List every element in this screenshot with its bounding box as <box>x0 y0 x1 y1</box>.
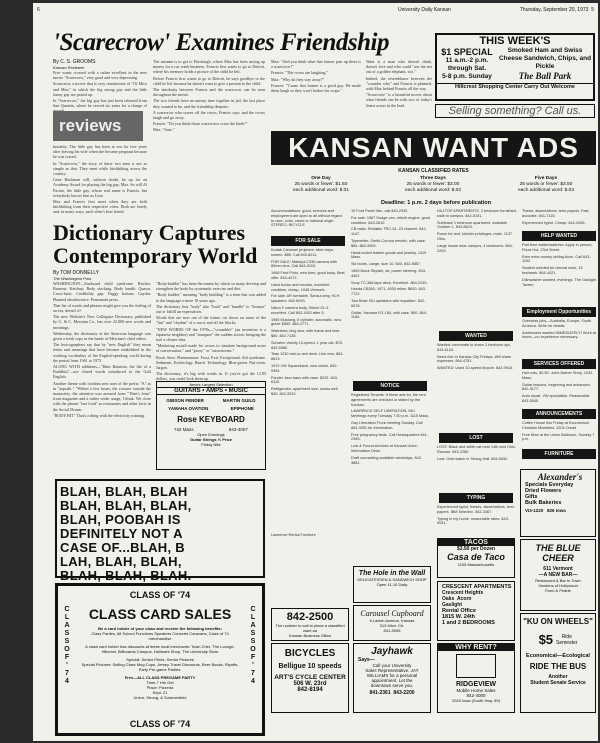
services-header: SERVICES OFFERED <box>522 359 596 369</box>
selling-something-banner: Selling something? Call us. <box>435 104 595 118</box>
classified-rates: KANSAN CLASSIFIED RATES One Day 25 words or fewer: $1.50 each additional word: $.01 Three Days 25 words or fewer: $3.00 each additional word: $.02 Five Days 25 words or fewer: $3.50 each additional word: $.03 Deadline: 1 p.m. 2 days before publication <box>292 168 574 206</box>
notice-ads: Registered Tenants: If these ads for, the rent agreements are checked or stated by the Kansan. LAWRENCE SELF LIBERATION, INC. Meetings every Tuesday 7:30 p.m. 1115 Mass. Gay Liberation Front meeting Sunday. Call 864-3091 for information. Free pregnancy tests. Call Headquarters 841-2345. Lost & Found services at Kansas Union Information Desk. Draft counseling available weekdays, 842-3881. <box>351 393 430 465</box>
kansan-want-ads-banner: KANSAN WANT ADS <box>271 131 596 165</box>
for-sale-ads-col2: 10 Ford Panel Van, call 843-2930. For sale: 1967 Dodge van, rebuilt engine, good condition. 843-2810. CB radio, Realistic TRC-24, 23 channel. 842-1147. Typewriter, Smith-Corona electric, with case. $65. 864-3309. Hand-tooled leather goods and jewelry, 1019 Mass. Ski boots, Lange, size 10. $40. 842-8857. 1969 Buick Skylark, air, power steering. 843-4401. Sony TC-366 tape deck. Excellent. 864-2245. Honda CB350, 1971, 4000 miles. $600. 843-7722. Two Bose 901 speakers with equalizer. 842-6678. Guitar, Yamaha FG-180, with case. $90. 864-1184. <box>351 209 431 320</box>
issue-date: Thursday, September 20, 1973 5 <box>519 7 594 13</box>
alexanders-ad: Alexander's Specials Everyday Dried Flowers Gifts Bulk Bakeries VI3-1220 826 Iowa <box>520 469 596 537</box>
scarecrow-headline: 'Scarecrow' Examines Friendship <box>53 29 389 56</box>
wanted-ads: Wanted: roommate to share 2-bedroom apt. 843-6124. Need ride to Kansas City Fridays. Will share expenses. 864-4751. WANTED: Used 10-speed bicycle. 842-9918. <box>437 343 514 371</box>
story1-col4: Want is a man who doesn't think, doesn't love and who could "use the sea out of a golden elephant, too." Indeed, the resemblance between the "crusader who" and Francis is planned, with Max behind Francis all the way. "Scarecrow" is a beautiful movie about what friends can be with two of today's finest actors in the lead. <box>366 59 432 108</box>
services-ads: Hair cuts, $2.50. Joe's Barber Shop, 1033 Mass. Guitar lessons, beginning and advanced. 842-3177. Auto repair, VW specialists. Reasonable. 843-5540. <box>522 371 593 403</box>
arts-cycle-center-ad: BICYCLES Belligue 10 speeds ART'S CYCLE CENTER 506 W. 23rd 842-8194 <box>271 643 349 713</box>
furniture-header: FURNITURE <box>522 449 596 459</box>
this-weeks-special-ad: THIS WEEK'S $1 SPECIAL 11 a.m.-2 p.m. through Sat. 5-8 p.m. Sunday Smoked Ham and Swiss Cheese Sandwich, Chips, and Pickle The Ball Park Hillcrest Shopping Center Carry Out Welcome <box>435 33 595 101</box>
ku-on-wheels-ad: "KU ON WHEELS" $5 Ride Semester Economical—Ecological RIDE THE BUS Another Student Senate Service <box>520 613 596 713</box>
blue-cheer-ad: THE BLUE CHEER 611 Vermont —A NEW BAR— Restaurant & Bar In Town Gardens of Hollywood Farm & Prairie <box>520 539 596 611</box>
story1-col1-top: Free wants crossed with a rather excellent in the new movie "Scarecrow," very good and very depressing. Scarecrow, a movie that is very reminiscent of "Of Mice and Men," in which the big strong guy and the little funny guy are paired up. In "Scarecrow," the big guy has just been released from San Quentin, where he served six years for a charge of <box>53 70 147 109</box>
story2-col2: "Body-builder" has been the means by which so many develop and strengthen the body by systematic exercise and diet. "Body builder," meaning "body building" is a term that was added to the language a mere 10 years ago. The dictionary lists "body" also "built" and "bundle" to "bounce" out or fulfill an expectation. Words that are now out of the frame, cut down on some of the "fun" and "rhythm" of a word, and all the blocks. "NEW WORDS OF the 1970s—"scrambler" (an invention is a Japanese neighbor) and "marquee" the sudden action, bringing the tool a clearer idea. "Marketing mouth made for actors to simulate background noise of conversation," and "proxy" or "snowstorms." Book. Save. Phenomenon. Frost, Exit. Exceptional. Aid syndrome. Sediment. Exobiology. Beach. Technology. Blue-green. Nut-toxin. Jargon. The dictionary, it's big with words in. If you've got the 12.95 dollars, you could look them up. <box>156 281 266 382</box>
story1-byline: By C. S. GROOMS Kansan Reviewer <box>53 59 96 70</box>
crescent-apartments-ad: CRESCENT APARTMENTS Crescent Heights Oaks Acorn Gaslight Rental Office 1815 W. 24th 1 and 2 BEDROOMS <box>437 581 515 641</box>
story2-col1: WASHINGTON—Starboard child syndrome. Bircher. Burnout. Ketchup. Body stocking. Body bandit. Quasar, Cross-hairs. Credibility gap. Fuggy bottom. Gaydar. Planned obsolescence. Permanent press. That list of words and phrases might give you the feeling of an era, doesn't it? The new Webster's New Collegiate Dictionary, published by G. & C. Merriam Co., has over 22,000 new words and meanings. Wednesday, the dictionary of the American language was given a fresh copy in the hands of Merriam's chief editor. The lexicographers say that by "new English" they mean terms and meanings that have become established in the working vocabulary of the English-speaking world during the period from 1961 to 1973. ALONG WITH additions—"Ham Rotation, the life of a Buddhist"—are closed words introduced to the Gulf English. Another theme with foodism new uses of the prefix "A" as in "aiqualit." "Within a few hours, the coroner outside the monastery, the attention was aroused from "Then's from" from magazine and a rather wider usage, I think. We close with the phrase "fast food" as restaurants and other facts in the Social Dream. "BODY BIT" That's a thing with the electricity training. <box>53 281 151 418</box>
carousel-cupboard-ad: Carousel Cupboard 6 Lavish Avenue, Kansas 313 Mich. Ctr. 841-3095 <box>353 605 431 641</box>
notice-header: NOTICE <box>353 381 427 391</box>
page-header <box>33 7 598 17</box>
story1-col1-bottom: brutality. The little guy has been at sea for five years after leaving his wife when she became pregnant because he was scared. In "Scarecrow," the story of these two men is not as simple as that. They meet while hitchhiking across the country. Gene Hackman will, without doubt, be up for an Academy Award for playing the big guy, Max. So will Al Pacino, the little guy, whose real name is Francis, but everybody knows him as Lion. Max and Francis first meet when they are both hitchhiking from their respective cities. Both are lonely and, in many ways, each other's best friend. <box>53 144 147 215</box>
help-wanted-ads: Part time waiter/waitress. Apply in person, Pizza Hut, 23rd Street. Earn extra money selling Avon. Call 843-1192. Student needed for clerical work, 15 hrs/week. 864-4421. Dishwasher wanted, evenings. The Gaslight Tavern. <box>522 243 597 287</box>
classified-phone-ad: 842-2500 The number to call to place a classified want ad Kansan Business Office <box>271 608 349 641</box>
wanted-header: WANTED <box>439 331 513 341</box>
for-rent-ads: HILLTOP APARTMENTS. 2 bedroom furnished, walk to campus. 842-5151. Sublease 1 bedroom apartment, available October 1. 843-8823. Room for rent, kitchen privileges, male. 1137 Ohio. Large house near campus, 4 bedrooms. 864-2209. <box>437 209 517 253</box>
for-sale-header: FOR SALE <box>271 236 345 246</box>
page-number: 6 <box>37 7 40 13</box>
typing-ads: Experienced typist, theses, dissertations, term papers. IBM Selectric. 842-3367. Typing in my home, reasonable rates. 843-9041. <box>437 505 515 526</box>
mobile-home-illustration <box>456 654 496 678</box>
for-sale-ads: Kodak Carousel projector, slide trays, screen. $85. Call 843-8211. FOR SALE: Mamiya C330 camera with 80mm lens. Call 864-3115. 1968 Ford Pinto, new tires, good body. Best offer. 843-4472. Used books and records, excellent condition, cheap. 1045 Vermont. For sale: AR turntable, Sansui amp, KLH speakers. 842-6093. Nikon F camera body, 50mm f/1.4, excellent. Call 843-1952 after 5. 1965 Mustang, 6 cylinder, automatic, runs great. $550. 864-2771. Waterbed, king size, with frame and liner. $60. 842-7138. Schwinn Varsity 10-speed, 1 year old. $75. 843-5580. Teac 1230 reel-to-reel deck. Like new. 864-8813. 1970 VW Squareback, new clutch. 842-0954. Fender Jazz bass with case. $225. 843-6110. Refrigerator, apartment size, works well. $40. 842-3319. <box>271 248 345 396</box>
help-wanted-header: HELP WANTED <box>522 231 596 241</box>
announcements-ads: Coffee House this Friday at Ecumenical Christian Ministries, 1204 Oread. Free films at the Union Ballroom, Sunday 7 p.m. <box>522 421 595 442</box>
poobah-blah-ad: BLAH, BLAH, BLAH BLAH, BLAH, BLAH, BLAH, POOBAH IS DEFINITELY NOT A CASE OF...BLAH, B LAH, BLAH, BLAH, BLAH, BLAH, BLAH. <box>55 479 265 578</box>
announcements-header: ANNOUNCEMENTS <box>522 409 596 419</box>
publication-name: University Daily Kansan <box>398 7 451 13</box>
ball-park-logo: The Ball Park <box>518 71 572 81</box>
story1-col2: The autumn is to get to Pittsburgh, where Max has been saving up money for a car wash business. Francis first wants to go to Detroit, where his memory holds a picture of the child he left. Before Francis first wants to go to Detroit, he says goodbye to the child he left because he doesn't want to give a present to the child. The similarity between Francis and the scarecrow can be seen throughout the movie. The two friends have an uneasy time together in jail, the last place they wanted to be, and the friendship deepens. A scarecrow who scares off the crows, Francis says, and the crows laugh and go away. Francis: "Do you think those scarecrows scare the birds?" Max: "Sure." <box>153 59 265 133</box>
jayhawk-ad: Jayhawk Says— Call your University Sales Representative. JAY WILLIAMS for a personal appointment. Let the downtown serve you. 841-2361 843-2200 <box>353 643 431 713</box>
dictionary-headline: Dictionary Captures Contemporary World <box>53 220 258 268</box>
casa-de-taco-ad: TACOS $3.50 per Dozen Casa de Taco 1105 Massachusetts <box>437 538 515 578</box>
lost-header: LOST <box>439 433 513 443</box>
hole-in-wall-ad: The Hole in the Wall DELICATESSEN & SANDWICH SHOP Open 11-10 Daily <box>353 566 431 603</box>
story1-col3: Max: "And you think what that farmer puts up there is a scarecrow?" Francis: "The crows are laughing." Max: "Why do they stay away?" Francis: "'Cause that farmer is a good guy. He made them laugh so they won't bother his crops." <box>271 59 361 94</box>
class74-side-left: C L A S S O F ' 7 4 <box>64 606 70 685</box>
employment-header: Employment Opportunities <box>522 307 596 317</box>
typing-header: TYPING <box>439 493 513 503</box>
rose-keyboard-logo: Rose KEYBOARD <box>177 415 245 424</box>
ridgeview-mobile-homes-ad: WHY RENT? RIDGEVIEW Mobile Home Sales 842-4000 2020 Iowa (South Hwy. 59) <box>437 643 515 713</box>
employment-ads: Overseas jobs—Australia, Europe, South America. Write for details. Addressers wanted IMMEDIATELY! Work at home—no experience necessary. <box>522 319 596 340</box>
guitar-brands: GIBSON FENDER MARTIN GUILD <box>166 398 256 403</box>
class74-side-right: C L A S S O F ' 7 4 <box>250 606 256 685</box>
reviews-logo: reviews <box>53 111 143 141</box>
lost-ads: LOST: Black and white cat near 14th and Ohio. Reward. 843-2280. Lost: Gold watch in Strong Hall. 864-5532. <box>437 445 516 461</box>
class-card-sales-title: CLASS CARD SALES <box>88 606 232 622</box>
class-of-74-ad: CLASS OF '74 CLASS CARD SALES Be a card holder of your class and receive the following benefits: Class Parties, All School Functions Speakers Concerts Caravans, Class of 74 merchandise A class card holder has discounts at these local merchants: Town Crier, The Lounge-Hillcrest, Billboards Campus, Hallmark Shop, The University Store Special: Senior Prints, Senior Pictures Special Pictures: Selling Class Mug Cups, Jersey Travel Discounts, Beer Books, Ripoffs, Party Pre-game Parties. Free—ALL CLASS PREGAME PARTY Time-7 Hrs Get Place: Pizzeria Sept. 21 Union, Strong, & Summerfield CLASS OF '74 C L A S S O F ' 7 4 C L A S S O F ' 7 4 <box>55 583 265 736</box>
story2-byline: By TOM DONNELLY The Washington Post <box>53 270 100 281</box>
newspaper-page: 6 University Daily Kansan Thursday, September 20, 1973 5 'Scarecrow' Examines Friendship By C. S. GROOMS Kansan Reviewer Free wants crossed with a rather excellent in the new movie "Scarecrow," very good and very depressing. Scarecrow, a movie that is very reminiscent of "Of Mice and Men," in which the big strong guy and the little funny guy are paired up. In "Scarecrow," the big guy has just been released from San Quentin, where he served six years for a charge of reviews brutality. The little guy has been at sea for five years after leaving his wife when she became pregnant because he was scared. In "Scarecrow," the story of these two men is not as simple as that. They meet while hitchhiking across the country. Gene Hackman will, without doubt, be up for an Academy Award for playing the big guy, Max. So will Al Pacino, the little guy, whose real name is Francis, but everybody knows him as Lion. Max and Francis first meet when they are both hitchhiking from their respective cities. Both are lonely and, in many ways, each other's best friend. The autumn is to get to Pittsburgh, where Max has been saving up money for a car wash business. Francis first wants to go to Detroit, where his memory holds a picture of the child he left. Before Francis first wants to go to Detroit, he says goodbye to the child he left because he doesn't want to give a present to the child. The similarity between Francis and the scarecrow can be seen throughout the movie. The two friends have an uneasy time together in jail, the last place they wanted to be, and the friendship deepens. A scarecrow who scares off the crows, Francis says, and the crows laugh and go away. Francis: "Do you think those scarecrows scare the birds?" Max: "Sure." Max: "And you think what that farmer puts up there is a scarecrow?" Francis: "The crows are laughing." Max: "Why do they stay away?" Francis: "'Cause that farmer is a good guy. He made them laugh so they won't bother his crops." Want is a man who doesn't think, doesn't love and who could "use the sea out of a golden elephant, too." Indeed, the resemblance between the "crusader who" and Francis is planned, with Max behind Francis all the way. "Scarecrow" is a beautiful movie about what friends can be with two of today's finest actors in the lead. Dictionary Captures Contemporary World By TOM DONNELLY The Washington Post WASHINGTON—Starboard child syndrome. Bircher. Burnout. Ketchup. Body stocking. Body bandit. Quasar, Cross-hairs. Credibility gap. Fuggy bottom. Gaydar. Planned obsolescence. Permanent press. That list of words and phrases might give you the feeling of an era, doesn't it? The new Webster's New Collegiate Dictionary, published by G. & C. Merriam Co., has over 22,000 new words and meanings. Wednesday, the dictionary of the American language was given a fresh copy in the hands of Merriam's chief editor. The lexicographers say that by "new English" they mean terms and meanings that have become established in the working vocabulary of the English-speaking world during the period from 1961 to 1973. ALONG WITH additions—"Ham Rotation, the life of a Buddhist"—are closed words introduced to the Gulf English. Another theme with foodism new uses of the prefix "A" as in "aiqualit." "Within a few hours, the coroner outside the monastery, the attention was aroused from "Then's from" from magazine and a rather wider usage, I think. We close with the phrase "fast food" as restaurants and other facts in the Social Dream. "BODY BIT" That's a thing with the electricity training. "Body-builder" has been the means by which so many develop and strengthen the body by systematic exercise and diet. "Body builder," meaning "body building" is a term that was added to the language a mere 10 years ago. The dictionary lists "body" also "built" and "bundle" to "bounce" out or fulfill an expectation. Words that are now out of the frame, cut down on some of the "fun" and "rhythm" of a word, and all the blocks. "NEW WORDS OF the 1970s—"scrambler" (an invention is a Japanese neighbor) and "marquee" the sudden action, bringing the tool a clearer idea. "Marketing mouth made for actors to simulate background noise of conversation," and "proxy" or "snowstorms." Book. Save. Phenomenon. Frost, Exit. Exceptional. Aid syndrome. Sediment. Exobiology. Beach. Technology. Blue-green. Nut-toxin. Jargon. The dictionary, it's big with words in. If you've got the 12.95 dollars, you could look them up. Area's Largest Selection GUITARS • AMPS • MUSIC GIBSON FENDER MARTIN GUILD YAMAHA OVATION EPIPHONE Rose KEYBOARD 742 Mass. 843-3007 Open Evenings Guitar Strings ½ Price Friday Nite BLAH, BLAH, BLAH BLAH, BLAH, BLAH, BLAH, POOBAH IS DEFINITELY NOT A CASE OF...BLAH, B LAH, BLAH, BLAH, BLAH, BLAH, BLAH. CLASS OF '74 CLASS CARD SALES Be a card holder of your class and receive the following benefits: Class Parties, All School Functions Speakers Concerts Caravans, Class of 74 merchandise A class card holder has discounts at these local merchants: Town Crier, The Lounge-Hillcrest, Billboards Campus, Hallmark Shop, The University Store Special: Senior Prints, Senior Pictures Special Pictures: Selling Class Mug Cups, Jersey Travel Discounts, Beer Books, Ripoffs, Party Pre-game Parties. Free—ALL CLASS PREGAME PARTY Time-7 Hrs Get Place: Pizzeria Sept. 21 Union, Strong, & Summerfield CLASS OF '74 C L A S S O F ' 7 4 C L A S S O F ' 7 4 THIS WEEK'S $1 SPECIAL 11 a.m.-2 p.m. through Sat. 5-8 p.m. Sunday Smoked Ham and Swiss Cheese Sandwich, Chips, and Pickle The Ball Park Hillcrest Shopping Center Carry Out Welcome Selling something? Call us. KANSAN WANT ADS KANSAN CLASSIFIED RATES One Day 25 words or fewer: $1.50 each additional word: $.01 Three Days 25 words or fewer: $3.00 each additional word: $.02 Five Days 25 words or fewer: $3.50 each additional word: $.03 Deadline: 1 p.m. 2 days before publication FOR SALE Accommodations: good, services and employment are open to all without regard to race, color, creed or national origin. STEREO, BICYCLE Kodak Carousel projector, slide trays, screen. $85. Call 843-8211. FOR SALE: Mamiya C330 camera with 80mm lens. Call 864-3115. 1968 Ford Pinto, new tires, good body. Best offer. 843-4472. Used books and records, excellent condition, cheap. 1045 Vermont. For sale: AR turntable, Sansui amp, KLH speakers. 842-6093. Nikon F camera body, 50mm f/1.4, excellent. Call 843-1952 after 5. 1965 Mustang, 6 cylinder, automatic, runs great. $550. 864-2771. Waterbed, king size, with frame and liner. $60. 842-7138. Schwinn Varsity 10-speed, 1 year old. $75. 843-5580. Teac 1230 reel-to-reel deck. Like new. 864-8813. 1970 VW Squareback, new clutch. 842-0954. Fender Jazz bass with case. $225. 843-6110. Refrigerator, apartment size, works well. $40. 842-3319. Lawrence Rental Furniture 10 Ford Panel Van, call 843-2930. For sale: 1967 Dodge van, rebuilt engine, good condition. 843-2810. CB radio, Realistic TRC-24, 23 channel. 842-1147. Typewriter, Smith-Corona electric, with case. $65. 864-3309. Hand-tooled leather goods and jewelry, 1019 Mass. Ski boots, Lange, size 10. $40. 842-8857. 1969 Buick Skylark, air, power steering. 843-4401. Sony TC-366 tape deck. Excellent. 864-2245. Honda CB350, 1971, 4000 miles. $600. 843-7722. Two Bose 901 speakers with equalizer. 842-6678. Guitar, Yamaha FG-180, with case. $90. 864-1184. NOTICE Registered Tenants: If these ads for, the rent agreements are checked or stated by the Kansan. LAWRENCE SELF LIBERATION, INC. Meetings every Tuesday 7:30 p.m. 1115 Mass. Gay Liberation Front meeting Sunday. Call 864-3091 for information. Free pregnancy tests. Call Headquarters 841-2345. Lost & Found services at Kansas Union Information Desk. Draft counseling available weekdays, 842-3881. HILLTOP APARTMENTS. 2 bedroom furnished, walk to campus. 842-5151. Sublease 1 bedroom apartment, available October 1. 843-8823. Room for rent, kitchen privileges, male. 1137 Ohio. Large house near campus, 4 bedrooms. 864-2209. WANTED Wanted: roommate to share 2-bedroom apt. 843-6124. Need ride to Kansas City Fridays. Will share expenses. 864-4751. WANTED: Used 10-speed bicycle. 842-9918. LOST LOST: Black and white cat near 14th and Ohio. Reward. 843-2280. Lost: Gold watch in Strong Hall. 864-5532. TYPING Experienced typist, theses, dissertations, term papers. IBM Selectric. 842-3367. Typing in my home, reasonable rates. 843-9041. Thesis, dissertations, term papers. Fast, accurate. 841-7115. Experienced typist. Cheap. 842-2006. HELP WANTED Part time waiter/waitress. Apply in person, Pizza Hut, 23rd Street. Earn extra money selling Avon. Call 843-1192. Student needed for clerical work, 15 hrs/week. 864-4421. Dishwasher wanted, evenings. The Gaslight Tavern. Employment Opportunities Overseas jobs—Australia, Europe, South America. Write for details. Addressers wanted IMMEDIATELY! Work at home—no experience necessary. SERVICES OFFERED Hair cuts, $2.50. Joe's Barber Shop, 1033 Mass. Guitar lessons, beginning and advanced. 842-3177. Auto repair, VW specialists. Reasonable. 843-5540. ANNOUNCEMENTS Coffee House this Friday at Ecumenical Christian Ministries, 1204 Oread. Free films at the Union Ballroom, Sunday 7 p.m. FURNITURE The Hole in the Wall DELICATESSEN & SANDWICH SHOP Open 11-10 Daily Carousel Cupboard 6 Lavish Avenue, Kansas 313 Mich. Ctr. 841-3095 842-2500 The number to call to place a classified want ad Kansan Business Office BICYCLES Belligue 10 speeds ART'S CYCLE CENTER 506 W. 23rd 842-8194 Jayhawk Says— Call your University Sales Representative. JAY WILLIAMS for a personal appointment. Let the downtown serve you. 841-2361 843-2200 TACOS $3.50 per Dozen Casa de Taco 1105 Massachusetts CRESCENT APARTMENTS Crescent Heights Oaks Acorn Gaslight Rental Office 1815 W. 24th 1 and 2 BEDROOMS WHY RENT? RIDGEVIEW Mobile Home Sales 842-4000 2020 Iowa (South Hwy. 59) Alexander's Specials Everyday Dried Flowers Gifts Bulk Bakeries VI3-1220 826 Iowa THE BLUE CHEER 611 Vermont —A NEW BAR— Restaurant & Bar In Town Gardens of Hollywood Farm & Prairie "KU ON WHEELS" $5 Ride Semester Economical—Ecological RIDE THE BUS Another Student Senate Service <box>33 3 598 741</box>
guitar-store-ad: Area's Largest Selection GUITARS • AMPS • MUSIC GIBSON FENDER MARTIN GUILD YAMAHA OVATION EPIPHONE Rose KEYBOARD 742 Mass. 843-3007 Open Evenings Guitar Strings ½ Price Friday Nite <box>156 381 266 470</box>
